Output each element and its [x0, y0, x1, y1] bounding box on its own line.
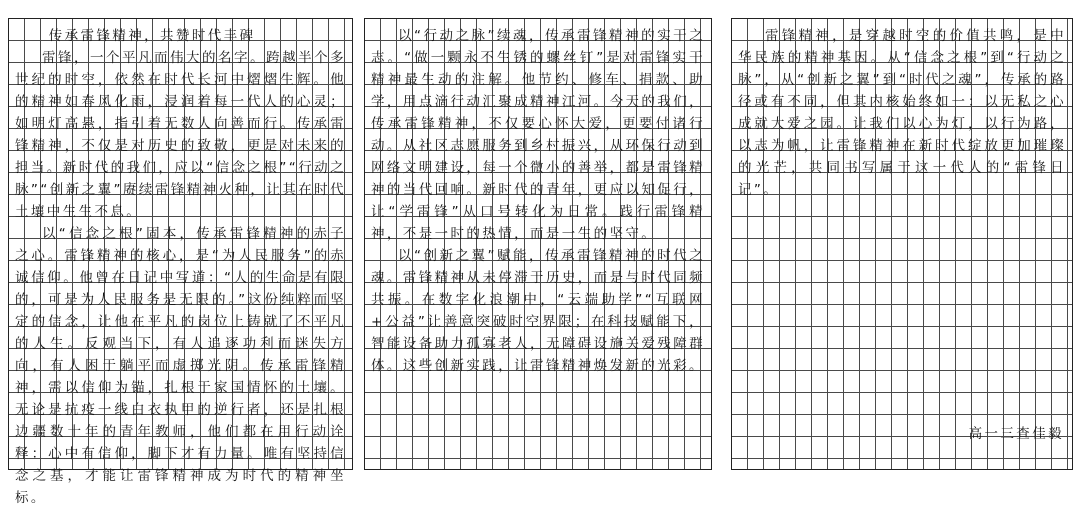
essay-page-1	[8, 18, 353, 506]
essay-paragraph-5: 雷锋精神，是穿越时空的价值共鸣，是中华民族的精神基因。从“信念之根”到“行动之脉”，从“创新之翼”到“时代之魂”，传承的路径或有不同，但其内核始终如一：以无私之心成就大爱之园。让我们以心为灯，以行为路，以志为帆，让雷锋精神在新时代绽放更加璀璨的光芒，共同书写属于这一代人的“雷锋日记”。	[738, 28, 1066, 198]
essay-paragraph-1: 雷锋，一个平凡而伟大的名字。跨越半个多世纪的时空，依然在时代长河中熠熠生辉。他的精神如春风化雨，浸润着每一代人的心灵；如明灯高悬，指引着无数人向善而行。传承雷锋精神，不仅是对历史的致敬，更是对未来的担当。新时代的我们，应以“信念之根”“行动之脉”“创新之翼”赓续雷锋精神火种，让其在时代土壤中生生不息。	[15, 50, 346, 220]
essay-title: 传承雷锋精神，共赞时代丰碑	[48, 28, 256, 44]
essay-page-3	[731, 18, 1073, 470]
author-signature: 高一三查佳毅	[968, 426, 1064, 442]
essay-page-2	[364, 18, 712, 470]
essay-paragraph-4: 以“创新之翼”赋能，传承雷锋精神的时代之魂。雷锋精神从未停滞于历史，而是与时代同频共振。在数字化浪潮中，“云端助学”“互联网+公益”让善意突破时空界限；在科技赋能下，智能设备助力孤寡老人，无障碍设施关爱残障群体。这些创新实践，让雷锋精神焕发新的光彩。	[371, 248, 705, 374]
essay-paragraph-2: 以“信念之根”固本，传承雷锋精神的赤子之心。雷锋精神的核心，是“为人民服务”的赤诚信仰。他曾在日记中写道：“人的生命是有限的，可是为人民服务是无限的。”这份纯粹而坚定的信念，让他在平凡的岗位上铸就了不平凡的人生。反观当下，有人追逐功利而迷失方向，有人困于躺平而虚掷光阴。传承雷锋精神，需以信仰为锚，扎根于家国情怀的土壤。无论是抗疫一线白衣执甲的逆行者，还是扎根边疆数十年的青年教师，他们都在用行动诠释：心中有信仰，脚下才有力量。唯有坚持信念之基，才能让雷锋精神成为时代的精神坐标。	[15, 226, 346, 506]
essay-paragraph-3: 以“行动之脉”续魂，传承雷锋精神的实干之志。“做一颗永不生锈的螺丝钉”是对雷锋实干精神最生动的注解。他节约、修车、捐款、助学，用点滴行动汇聚成精神江河。今天的我们，传承雷锋精神，不仅要心怀大爱，更要付诸行动。从社区志愿服务到乡村振兴，从环保行动到网络文明建设，每一个微小的善举，都是雷锋精神的当代回响。新时代的青年，更应以知促行，让“学雷锋”从口号转化为日常。践行雷锋精神，不是一时的热情，而是一生的坚守。	[371, 28, 705, 242]
